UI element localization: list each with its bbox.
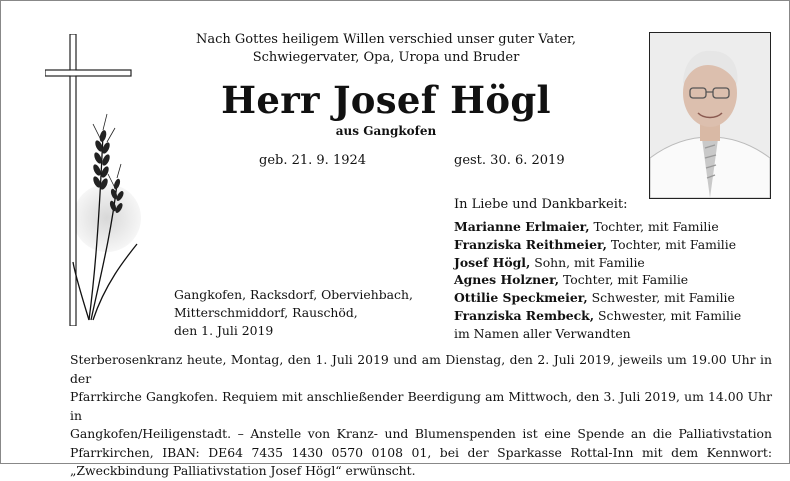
list-item: Marianne Erlmaier, Tochter, mit Familie xyxy=(454,219,719,234)
place-line: Gangkofen, Racksdorf, Oberviehbach, xyxy=(174,287,413,302)
portrait-icon xyxy=(650,33,770,198)
funeral-line: Pfarrkirchen, IBAN: DE64 7435 1430 0570 0108 01, bei der Sparkasse Rottal-Inn mit dem Kennwort: xyxy=(70,444,772,460)
intro-text xyxy=(151,31,621,67)
hometown: aus Gangkofen xyxy=(335,124,437,138)
intro-line: Schwiegervater, Opa, Uropa und Bruder xyxy=(252,50,520,65)
cross-with-wheat-icon xyxy=(45,34,145,326)
funeral-line: „Zweckbindung Palliativstation Josef Högl“ erwünscht. xyxy=(70,463,416,478)
list-item: im Namen aller Verwandten xyxy=(454,325,631,341)
intro-line: Nach Gottes heiligem Willen verschied unser guter Vater, xyxy=(196,32,576,47)
portrait-photo xyxy=(649,32,771,199)
funeral-details xyxy=(70,351,772,481)
list-item: Josef Högl, Sohn, mit Familie xyxy=(454,254,645,270)
list-item: Ottilie Speckmeier, Schwester, mit Familie xyxy=(454,290,735,306)
funeral-line: Sterberosenkranz heute, Montag, den 1. Juli 2019 und am Dienstag, den 2. Juli 2019, jeweils um 19.00 Uhr in der xyxy=(70,352,772,386)
place-line: Mitterschmiddorf, Rauschöd, xyxy=(174,304,358,320)
place-and-date xyxy=(174,286,413,339)
deceased-name: Herr Josef Högl xyxy=(221,78,551,122)
list-item: Franziska Reithmeier, Tochter, mit Familie xyxy=(454,236,737,252)
thanks-line: In Liebe und Dankbarkeit: xyxy=(454,197,628,212)
place-line: den 1. Juli 2019 xyxy=(174,322,274,338)
funeral-line: Gangkofen/Heiligenstadt. – Anstelle von Kranz- und Blumenspenden ist eine Spende an die Palliativstation xyxy=(70,426,772,441)
list-item: Agnes Holzner, Tochter, mit Familie xyxy=(454,272,689,288)
death-date: gest. 30. 6. 2019 xyxy=(454,153,565,168)
funeral-line: Pfarrkirche Gangkofen. Requiem mit anschließender Beerdigung am Mittwoch, den 3. Juli 2019, um 14.00 Uhr in xyxy=(70,389,772,423)
birth-date: geb. 21. 9. 1924 xyxy=(259,153,367,168)
list-item: Franziska Rembeck, Schwester, mit Familie xyxy=(454,307,742,323)
mourners-list xyxy=(454,218,741,343)
